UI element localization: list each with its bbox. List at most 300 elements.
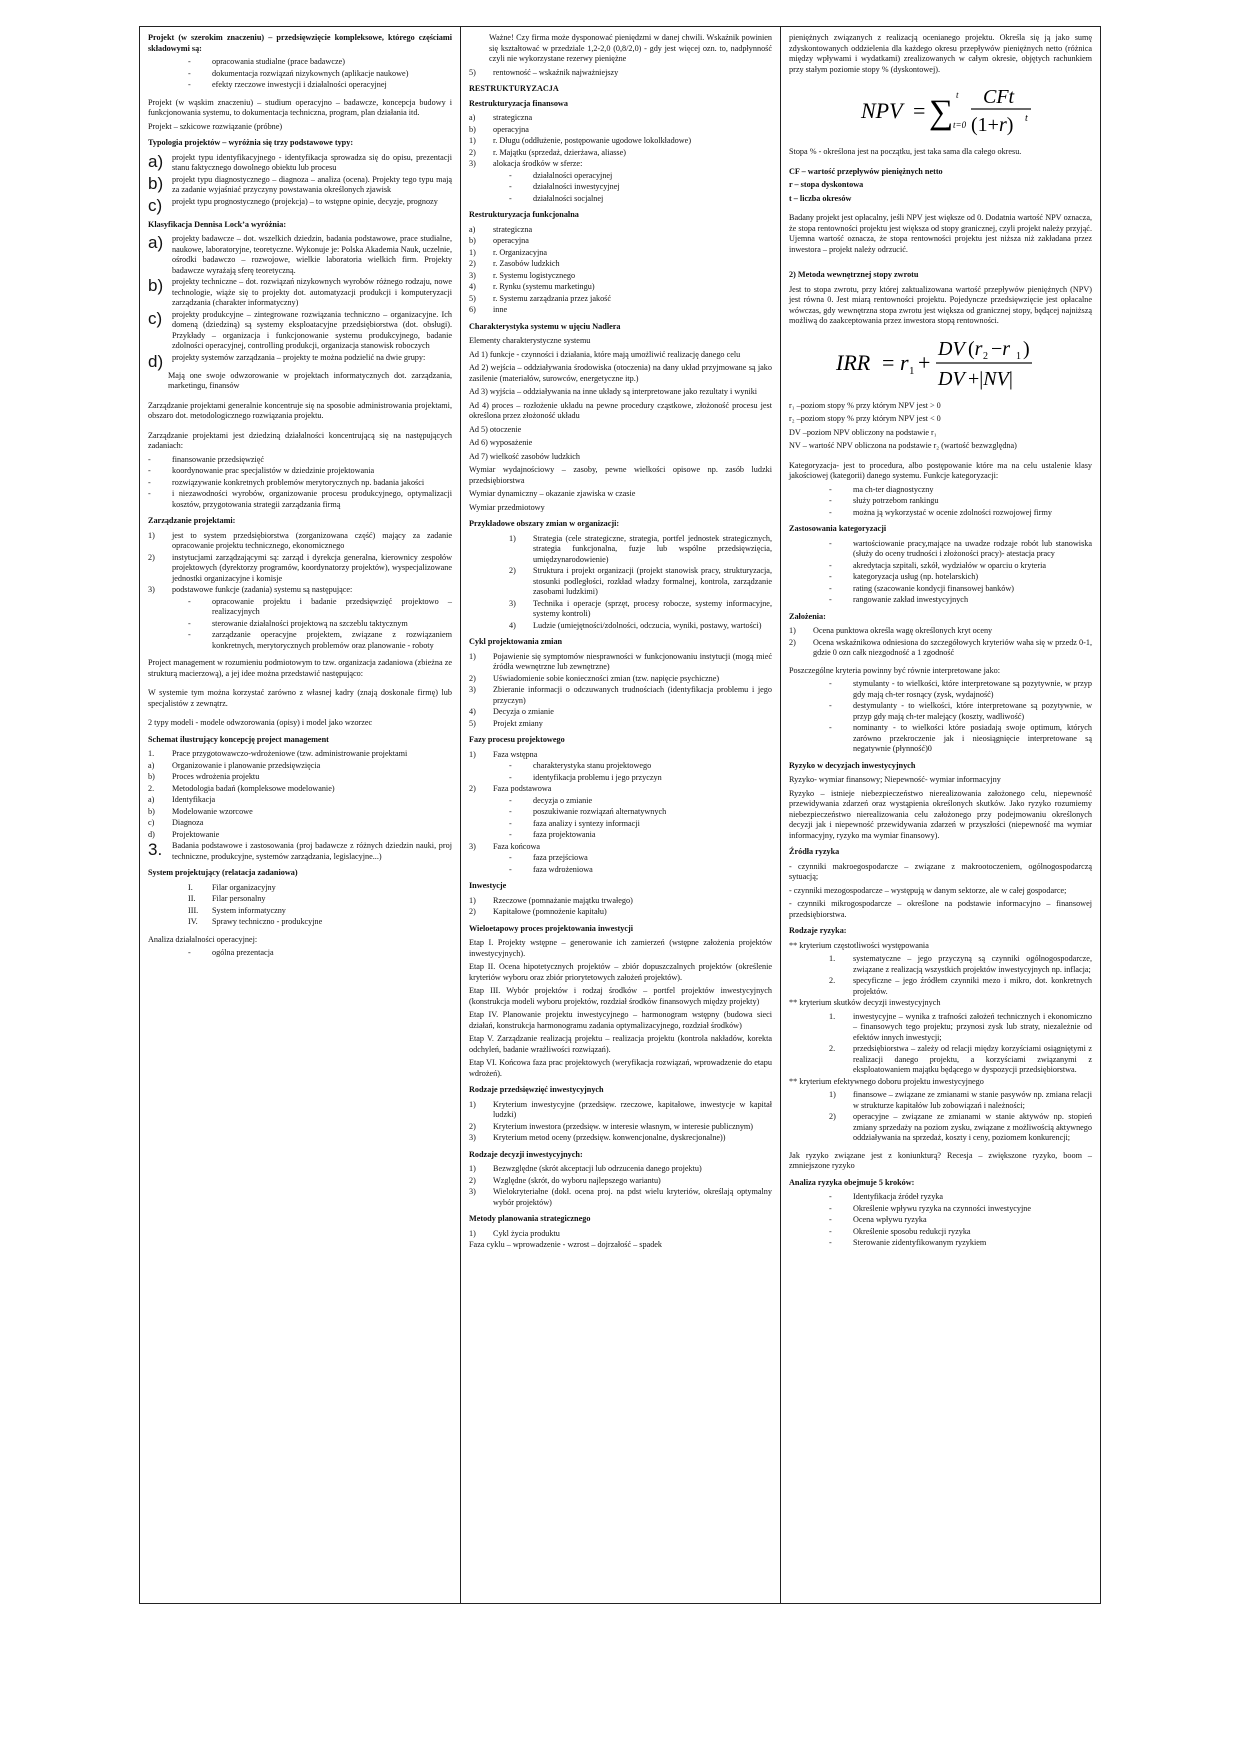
paragraph: ** kryterium efektywnego doboru projektu inwestycyjnego: [789, 1076, 984, 1086]
list-text: Sprawy techniczno - produkcyjne: [212, 917, 323, 926]
list-marker: 2): [789, 637, 796, 647]
list-text: i niezawodności wyrobów, organizowanie procesu produkcyjnego, optymalizacji kosztów, przygotowania strategii zarządzania firmą: [172, 489, 452, 509]
list-text: Metodologia badań (kompleksowe modelowanie): [172, 783, 335, 793]
list-text: służy potrzebom rankingu: [853, 496, 939, 505]
paragraph: Wymiar przedmiotowy: [469, 502, 545, 512]
list-item: [148, 531, 452, 552]
list-text: Badania podstawowe i zastosowania (proj badawcze z różnych dziedzin nauki, proj techniczne, produkcyjne, systemów zarządzania, legislacyjne...): [172, 841, 452, 861]
list-text: strategiczna: [493, 224, 533, 234]
list-item: [469, 907, 772, 918]
paragraph: Ad 3) wyjścia – oddziaływania na inne układy są interpretowane jako rezultaty i wyniki: [469, 387, 758, 396]
list-text: faza przejściowa: [533, 853, 588, 862]
list-text: Określenie sposobu redukcji ryzyka: [853, 1226, 971, 1236]
list-item: [469, 248, 772, 259]
list-marker: 1): [469, 895, 476, 905]
list-marker: b): [469, 236, 476, 245]
list-text: System informatyczny: [212, 905, 286, 915]
list-item: [469, 796, 772, 807]
list-marker: 1): [469, 136, 476, 145]
paragraph: NV – wartość NPV obliczona na podstawie r₂ (wartość bezwzględna): [789, 441, 1017, 450]
section-heading: Przykładowe obszary zmian w organizacji:: [469, 519, 620, 528]
list-text: Uświadomienie sobie konieczności zmian (tzw. napięcie psychiczne): [493, 673, 720, 683]
list-marker: 1): [469, 1164, 476, 1173]
svg-text:DV: DV: [937, 337, 965, 360]
list-item: [469, 182, 772, 193]
paragraph: Etap IV. Planowanie projektu inwestycyjnego – harmonogram wstępny (budowa sieci działań, konstrukcja harmonogramu zadania optymalizacyjnego, rozdział środków): [469, 1010, 772, 1030]
bullet-list: [469, 853, 772, 875]
definition-list: [789, 167, 1092, 205]
list-item: [148, 830, 452, 841]
bullet-list: [148, 948, 452, 959]
list-text: Kapitałowe (pomnożenie kapitału): [493, 907, 607, 916]
paragraph: Etap VI. Końcowa faza prac projektowych (weryfikacja rozwiązań, wprowadzenie do etapu wdrożeń).: [469, 1058, 772, 1078]
list-text: działalności operacyjnej: [533, 170, 613, 180]
list-marker: 1): [509, 533, 516, 543]
paragraph-group: [789, 862, 1092, 921]
list-marker: -: [829, 723, 832, 732]
list-item: [469, 305, 772, 316]
list-item: [148, 807, 452, 818]
list-item: [789, 701, 1092, 722]
svg-text:1: 1: [1015, 350, 1021, 362]
list-text: projekt typu diagnostycznego – diagnoza – analiza (ocena). Projekty tego typu mają za zadanie wyjaśniać przyczyny powstawania określonych zjawisk: [172, 174, 452, 194]
list-text: akredytacja szpitali, szkół, wydziałów w oparciu o kryteria: [853, 560, 1047, 570]
list-item: [469, 719, 772, 730]
numbered-list: [789, 1090, 1092, 1144]
list-marker: 3): [469, 1187, 476, 1196]
list-text: r. Organizacyjna: [493, 247, 547, 257]
list-marker: 2): [829, 1112, 836, 1121]
list-item: [789, 496, 1092, 507]
list-text: instytucjami zarządzającymi są: zarząd i dyrekcja generalna, kierownicy zespołów projektowych (dyrektorzy programów, koordynatorzy projektów), wyspecjalizowane jednostki organizacyjne i komisje: [172, 552, 452, 583]
list-text: Organizowanie i planowanie przedsięwzięcia: [172, 760, 321, 770]
list-marker: -: [829, 507, 832, 517]
list-text: decyzja o zmianie: [533, 795, 593, 805]
list-item: [148, 197, 452, 214]
svg-text:−r: −r: [990, 337, 1010, 360]
section-heading: Zastosowania kategoryzacji: [789, 524, 887, 533]
list-item: [148, 277, 452, 309]
list-marker: -: [829, 701, 832, 710]
list-item: [469, 294, 772, 305]
list-item: [148, 489, 452, 510]
list-item: [148, 772, 452, 783]
section-heading: Metody planowania strategicznego: [469, 1214, 591, 1223]
paragraph: Projekt (w wąskim znaczeniu) – studium operacyjno – badawcze, koncepcja budowy i funkcjonowania systemu, to dokumentacja techniczna, program, plan działania itd.: [148, 97, 452, 117]
list-marker: b): [148, 806, 155, 816]
list-item: [469, 194, 772, 205]
paragraph: W systemie tym można korzystać zarówno z własnej kadry (znają doskonale firmę) lub specjalistów z zewnątrz.: [148, 688, 452, 708]
list-text: Kryterium metod oceny (przedsięw. konwencjonalne, dyskrecjonalne)): [493, 1133, 726, 1142]
paragraph: Ryzyko- wymiar finansowy; Niepewność- wymiar informacyjny: [789, 775, 1001, 784]
list-marker: b): [469, 124, 476, 134]
list-text: Faza wstępna: [493, 749, 538, 759]
list-item: [148, 478, 452, 489]
list-text: Bezwzględne (skrót akceptacji lub odrzucenia danego projektu): [493, 1164, 702, 1173]
list-item: [148, 153, 452, 174]
list-text: podstawowe funkcje (zadania) systemu są następujące:: [172, 585, 353, 594]
list-text: Projektowanie: [172, 829, 220, 839]
numbered-list: [148, 749, 452, 840]
list-marker: 1): [789, 626, 796, 635]
list-item: [168, 894, 452, 905]
bullet-list: [789, 679, 1092, 755]
list-marker: 2.: [148, 783, 155, 793]
list-item: [148, 353, 452, 370]
list-text: projekt typu prognostycznego (projekcja) – to wstępne opinie, decyzje, prognozy: [172, 196, 438, 206]
list-marker: -: [509, 807, 512, 816]
list-marker: 2): [509, 566, 516, 575]
list-item: [148, 795, 452, 806]
list-marker: 2): [469, 1121, 476, 1131]
svg-text:NPV: NPV: [860, 98, 903, 123]
svg-text:r: r: [899, 349, 909, 375]
list-text: Pojawienie się symptomów niesprawności w funkcjonowaniu instytucji (mogą mieć źródła wewnętrzne lub zewnętrzne): [493, 651, 772, 671]
list-item: [168, 917, 452, 928]
list-text: Diagnoza: [172, 818, 204, 827]
list-marker: -: [829, 496, 832, 505]
list-marker: c): [148, 195, 163, 215]
numbered-list: [789, 1012, 1092, 1076]
list-text: r. Systemu logistycznego: [493, 270, 576, 280]
paragraph: Poszczególne kryteria powinny być równie interpretowane jako:: [789, 665, 1000, 675]
paragraph: - czynniki makroegospodarcze – związane z makrootoczeniem, ogólnogospodarczą sytuacją;: [789, 861, 1092, 881]
numbered-list: [469, 1164, 772, 1208]
list-item: [469, 761, 772, 772]
list-text: identyfikacja problemu i jego przyczyn: [533, 772, 662, 782]
list-marker: c): [148, 308, 163, 328]
list-text: inne: [493, 305, 508, 314]
list-item: [489, 566, 772, 598]
column-right: [780, 27, 1100, 1603]
list-marker: 3): [469, 270, 476, 280]
list-text: finansowe – związane ze zmianami w stanie pasywów np. zmiana relacji w strukturze kapitałów lub zobowiązań i należności;: [853, 1090, 1092, 1110]
list-text: działalności inwestycyjnej: [533, 182, 620, 191]
list-marker: -: [829, 1215, 832, 1224]
paragraph: Ad 6) wyposażenie: [469, 438, 533, 447]
section-heading: Typologia projektów – wyróżnia się trzy podstawowe typy:: [148, 138, 354, 147]
list-marker: -: [829, 1192, 832, 1201]
list-text: ma ch-ter diagnostyczny: [853, 484, 934, 494]
list-item: [148, 749, 452, 760]
list-item: [168, 906, 452, 917]
list-marker: -: [829, 595, 832, 604]
list-text: finansowanie przedsięwzięć: [172, 454, 265, 464]
list-item: [148, 80, 452, 91]
list-marker: b): [148, 173, 164, 193]
svg-text:=: =: [912, 98, 925, 123]
list-text: Określenie wpływu ryzyka na czynności inwestycyjne: [853, 1203, 1032, 1213]
list-text: sterowanie działalności projektową na szczeblu taktycznym: [212, 618, 408, 628]
list-marker: -: [188, 57, 191, 66]
list-item: [789, 485, 1092, 496]
section-heading: Schemat ilustrujący koncepcję project management: [148, 734, 329, 744]
list-marker: -: [188, 618, 191, 628]
list-item: [809, 954, 1092, 975]
paragraph: Ad 1) funkcje - czynności i działania, które mają umożliwić realizację danego celu: [469, 349, 741, 359]
numbered-list: [469, 534, 772, 632]
list-marker: a): [148, 760, 155, 770]
list-marker: -: [509, 182, 512, 191]
list-item: [469, 159, 772, 170]
list-marker: -: [829, 583, 832, 593]
list-text: jest to system przedsiębiorstwa (zorganizowana część) mający za zadanie opracowanie projektu technicznego, ekonomicznego: [172, 530, 452, 550]
list-marker: b): [148, 276, 164, 295]
list-marker: 4): [469, 707, 476, 716]
list-text: Zbieranie informacji o odczuwanych trudnościach (identyfikacja problemu i jego przyczyn): [493, 685, 772, 705]
svg-text:+: +: [917, 349, 930, 375]
list-item: [469, 1187, 772, 1208]
section-heading: Rodzaje decyzji inwestycyjnych:: [469, 1149, 583, 1159]
numbered-list: [469, 652, 772, 730]
paragraph: Wymiar dynamiczny – okazanie zjawiska w czasie: [469, 489, 636, 498]
svg-text:(r: (r: [967, 337, 982, 360]
list-marker: a): [148, 795, 155, 804]
section-heading: Inwestycje: [469, 881, 507, 890]
list-marker: 1): [469, 749, 476, 759]
list-text: alokacja środków w sferze:: [493, 159, 583, 168]
list-text: kategoryzacja usług (np. hotelarskich): [853, 572, 979, 581]
list-marker: -: [509, 795, 512, 805]
svg-text:+|NV|: +|NV|: [967, 367, 1013, 390]
list-text: Faza końcowa: [493, 841, 541, 851]
list-text: Filar organizacyjny: [212, 882, 276, 892]
list-marker: -: [829, 538, 832, 548]
list-item: [469, 136, 772, 147]
list-text: r. Systemu zarządzania przez jakość: [493, 293, 611, 303]
section-heading: Zarządzanie projektami:: [148, 516, 236, 525]
section-heading: Ryzyko w decyzjach inwestycyjnych: [789, 760, 916, 770]
list-item: [469, 271, 772, 282]
list-marker: -: [829, 572, 832, 581]
list-marker: -: [188, 80, 191, 89]
list-marker: a): [148, 233, 164, 252]
section-heading: Restrukturyzacja finansowa: [469, 98, 568, 108]
list-item: [148, 818, 452, 829]
bullet-list: [469, 796, 772, 841]
list-item: [809, 1112, 1092, 1144]
list-item: [148, 455, 452, 466]
section-heading: 2) Metoda wewnętrznej stopy zwrotu: [789, 270, 919, 279]
list-marker: 1.: [829, 954, 836, 963]
list-text: Kryterium inwestora (przedsięw. w interesie własnym, w interesie publicznym): [493, 1121, 754, 1131]
list-marker: 1): [148, 530, 155, 540]
list-marker: -: [188, 596, 191, 606]
list-text: faza projektowania: [533, 830, 596, 839]
section-heading: Cykl projektowania zmian: [469, 637, 563, 646]
list-marker: -: [509, 830, 512, 839]
list-marker: 1.: [148, 749, 155, 758]
list-marker: IV.: [188, 917, 198, 926]
list-item: [789, 595, 1092, 606]
list-marker: -: [829, 679, 832, 688]
list-marker: d): [148, 829, 155, 839]
list-item: [469, 853, 772, 864]
list-marker: -: [509, 761, 512, 770]
paragraph: Jest to stopa zwrotu, przy której zaktualizowana wartość przepływów pieniężnych (NPV) jest równa 0. Jest miarą rentowności projektu. Pojedyncze przedsięwzięcie jest opłacalne wówczas, gdy wewnętrzna stopa zwrotu jest większa od granicznej stopy, będącej najniższą możliwą do zaakceptowania przez inwestora stopą rentowności.: [789, 284, 1092, 325]
list-item: [789, 626, 1092, 637]
list-text: r. Długu (oddłużenie, postępowanie ugodowe lokolkładowe): [493, 136, 692, 145]
paragraph: Badany projekt jest opłacalny, jeśli NPV jest większe od 0. Dodatnia wartość NPV oznacza, że stopa rentowności projektu jest większa od stopy granicznej, czyli projekt należy przyjąć. Ujemna wartość oznacza, że stopa rentowności projektu jest niższa niż zakładana przez inwestora – projekt należy odrzucić.: [789, 213, 1092, 254]
list-item: [469, 113, 772, 124]
list-marker: 2): [148, 552, 155, 562]
list-item: [469, 125, 772, 136]
list-text: rating (szacowanie kondycji finansowej banków): [853, 583, 1014, 593]
list-text: charakterystyka stanu projektowego: [533, 761, 652, 770]
list-text: Proces wdrożenia projektu: [172, 772, 260, 781]
list-text: faza wdrożeniowa: [533, 864, 593, 874]
list-text: Prace przygotowawczo-wdrożeniowe (tzw. administrowanie projektami: [172, 749, 408, 758]
list-marker: 6): [469, 305, 476, 314]
list-text: projekty systemów zarządzania – projekty te można podzielić na dwie grupy:: [172, 352, 426, 362]
list-text: Struktura i projekt organizacji (projekt stanowisk pracy, strukturyzacja, stosunki podległości, rozkład władzy formalnej, kontrola, zarządzanie zasobami ludzkimi): [533, 566, 772, 596]
list-item: [789, 508, 1092, 519]
column-left: [140, 27, 460, 1603]
list-text: Identyfikacja źródeł ryzyka: [853, 1192, 944, 1201]
paragraph: Elementy charakterystyczne systemu: [469, 336, 591, 345]
list-item: [469, 652, 772, 673]
list-text: Wielokryteriałne (dokł. ocena proj. na pdst wielu kryteriów, określają optymalny wybór projektów): [493, 1187, 772, 1207]
bullet-list: [148, 597, 452, 652]
list-item: [148, 69, 452, 80]
svg-text:1: 1: [908, 364, 914, 377]
list-item: [148, 585, 452, 596]
list-text: operacyjne – związane ze zmianami w stanie aktywów np. stopień zmiany sprzedaży na poziom zysku, związane z możliwością aktywnego oddziaływania na sprzedaż, koszty i ceny, poziomem konkurencji;: [853, 1112, 1092, 1142]
list-item: [489, 534, 772, 566]
list-text: Technika i operacje (sprzęt, procesy robocze, systemy informacyjne, systemy kontroli): [533, 598, 772, 618]
list-item: [789, 572, 1092, 583]
svg-text:(1+r): (1+r): [970, 114, 1013, 136]
svg-text:CFt: CFt: [982, 86, 1014, 108]
list-item: [148, 466, 452, 477]
list-item: [148, 948, 452, 959]
list-marker: 3): [469, 1133, 476, 1142]
list-text: Kryterium inwestycyjne (przedsięw. rzeczowe, kapitałowe, inwestycje w kapitał ludzki): [493, 1099, 772, 1119]
paragraph: Projekt – szkicowe rozwiązanie (próbne): [148, 121, 283, 131]
bullet-list: [469, 761, 772, 783]
paragraph: Projekt (w szerokim znaczeniu) – przedsięwzięcie kompleksowe, którego częściami składowymi są:: [148, 33, 452, 53]
svg-text:=: =: [881, 349, 894, 375]
irr-formula-graphic: [826, 333, 1056, 393]
list-marker: -: [509, 864, 512, 874]
list-item: [789, 1204, 1092, 1215]
list-item: [469, 685, 772, 706]
list-item: [469, 1133, 772, 1144]
list-item: [469, 784, 772, 795]
list-marker: 1.: [829, 1011, 836, 1021]
list-text: przedsiębiorstwa – zależy od relacji między korzyściami osiągniętymi z realizacji danego projektu, a korzyściami związanymi z eksploatowaniem majątku będącego w dyspozycji przedsiębiorstwa.: [853, 1044, 1092, 1074]
list-item: [789, 638, 1092, 659]
paragraph: t – liczba okresów: [789, 193, 852, 203]
numbered-list: [469, 1100, 772, 1144]
list-item: [148, 310, 452, 352]
paragraph: CF – wartość przepływów pieniężnych netto: [789, 166, 943, 176]
list-text: dokumentacja rozwiązań nizykownych (aplikacje naukowe): [212, 68, 409, 78]
paragraph: Faza cyklu – wprowadzenie - wzrost – dojrzałość – spadek: [469, 1240, 663, 1249]
list-text: opracowanie projektu i badanie przedsięwzięć projektowo – realizacyjnych: [212, 596, 452, 616]
list-text: systematyczne – jego przyczyną są czynniki ogólnogospodarcze, związane z realizacją wszystkich projektów inwestycyjnych np. inflacja;: [853, 954, 1092, 974]
numbered-list: [789, 626, 1092, 659]
list-item: [148, 841, 452, 862]
list-text: ogólna prezentacja: [212, 948, 274, 957]
list-marker: 2): [469, 1175, 476, 1185]
list-marker: -: [188, 948, 191, 957]
list-text: Projekt zmiany: [493, 718, 543, 728]
list-marker: 5): [469, 293, 476, 303]
list-marker: -: [829, 484, 832, 494]
svg-text:DV: DV: [937, 367, 965, 390]
list-item: [469, 707, 772, 718]
list-item: [469, 1122, 772, 1133]
list-marker: II.: [188, 894, 196, 903]
list-marker: a): [469, 113, 476, 122]
list-text: Ludzie (umiejętności/zdolności, odczucia, wyniki, postawy, wartości): [533, 620, 762, 630]
list-item: [789, 723, 1092, 755]
list-item: [469, 896, 772, 907]
list-text: projekty badawcze – dot. wszelkich dziedzin, badania podstawowe, prace studialne, naukowe, laboratoryjne, teoretyczne. Wykonuje je: Polska Akademia Nauk, uczelnie, ośrodki badawczo – rozwojowe, wielkie laboratoria wielkich firm. Projekty badawcze wyrażają sferę teoretyczną.: [172, 234, 452, 275]
list-marker: 2): [469, 673, 476, 683]
paragraph: Ryzyko – istnieje niebezpieczeństwo nierealizowania założonego celu, niepewność przewidywania zdarzeń oraz wystąpienia określonych skutków. Jako ryzyko rozumiemy niebezpieczeństwo nierealizowania celu założonego przy podejmowaniu określonych decyzji jak i niepewność przewidywania zdarzeń w przyszłości (niepewność ma wymiar informacyjny, ryzyko ma wymiar finansowy).: [789, 788, 1092, 840]
bullet-list: [789, 1192, 1092, 1249]
section-heading: Fazy procesu projektowego: [469, 735, 565, 744]
list-item: [469, 819, 772, 830]
svg-text:IRR: IRR: [835, 349, 870, 375]
list-marker: 1): [829, 1090, 836, 1099]
list-item: [789, 561, 1092, 572]
list-text: koordynowanie prac specjalistów w dziedzinie projektowania: [172, 466, 375, 475]
list-item: [469, 830, 772, 841]
paragraph: Ad 5) otoczenie: [469, 424, 522, 434]
list-marker: -: [829, 1238, 832, 1247]
list-marker: III.: [188, 905, 199, 915]
list-item: [148, 630, 452, 651]
section-heading: Restrukturyzacja funkcjonalna: [469, 210, 579, 219]
list-text: Ocena wpływu ryzyka: [853, 1215, 927, 1224]
section-heading: Wieloetapowy proces projektowania inwestycji: [469, 923, 633, 933]
paragraph: ** kryterium skutków decyzji inwestycyjnych: [789, 998, 941, 1007]
document-sheet: [139, 26, 1101, 1604]
list-text: opracowania studialne (prace badawcze): [212, 57, 345, 66]
list-marker: -: [188, 630, 191, 639]
list-item: [148, 784, 452, 795]
list-item: [789, 1227, 1092, 1238]
list-marker: 4): [509, 620, 516, 630]
list-text: poszukiwanie rozwiązań alternatywnych: [533, 807, 667, 816]
list-text: Ocena punktowa określa wagę określonych kryt oceny: [813, 626, 993, 635]
list-marker: 3): [148, 585, 155, 594]
list-item: [469, 1229, 772, 1240]
paragraph: - czynniki mikrogospodarcze – określone na podstawie informacyjno – finansowej przedsiębiorstwa.: [789, 899, 1092, 919]
list-text: specyficzne – jego źródłem czynniki mezo i mikro, dot. konkretnych projektów.: [853, 976, 1092, 996]
list-marker: -: [148, 489, 151, 498]
list-marker: 1): [469, 1099, 476, 1109]
irr-formula: [789, 333, 1092, 393]
paragraph: 2 typy modeli - modele odwzorowania (opisy) i model jako wzorzec: [148, 718, 373, 727]
list-item: [469, 148, 772, 159]
list-item: [469, 282, 772, 293]
list-text: można ją wykorzystać w ocenie zdolności rozwojowej firmy: [853, 507, 1052, 517]
list-item: [789, 679, 1092, 700]
list-item: [469, 1100, 772, 1121]
paragraph: Project management w rozumieniu podmiotowym to tzw. organizacja zadaniowa (zbieżna ze strukturą macierzową), a jej idee można przedstawić następująco:: [148, 658, 452, 678]
list-marker: 2): [469, 907, 476, 916]
paragraph-group: [469, 938, 772, 1079]
numbered-list: [469, 896, 772, 918]
list-item: [809, 976, 1092, 997]
numbered-list: [469, 225, 772, 247]
svg-text:∑: ∑: [928, 94, 953, 131]
list-text: Cykl życia produktu: [493, 1228, 560, 1238]
